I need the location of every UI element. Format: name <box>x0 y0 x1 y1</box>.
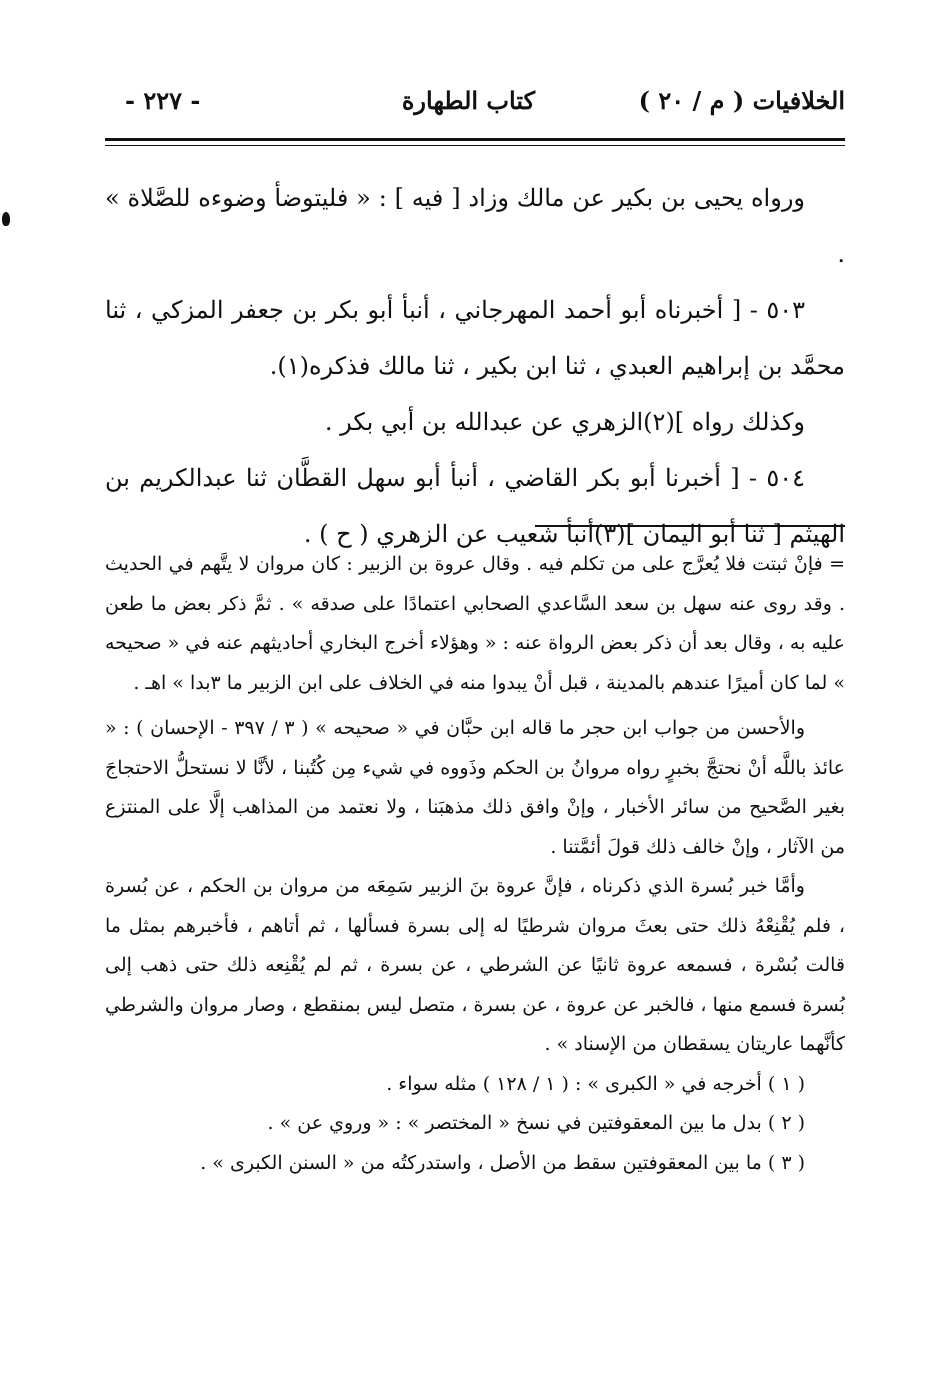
page-header <box>105 80 845 130</box>
footnote-2: ( ٢ ) بدل ما بين المعقوفتين في نسخ « المختصر » : « وروي عن » . <box>267 1112 805 1134</box>
header-double-rule <box>105 138 845 146</box>
footnote-1: ( ١ ) أخرجه في « الكبرى » : ( ١ / ١٢٨ ) مثله سواء . <box>386 1072 805 1095</box>
note-paragraph-busra: وأمَّا خبر بُسرة الذي ذكرناه ، فإنَّ عروة بنَ الزبير سَمِعَه من مروان بن الحكم ، عن بُسرة ، فلم يُقْنِعْهُ ذلك حتى بعثَ مروان شرطيًا له إلى بسرة فسألها ، ثم أتاهم ، فأخبرهم بمثل ما قالت بُسْرة ، فسمعه عروة ثانيًا عن الشرطي ، عن بسرة ، ثم لم يُقْنِعه ذلك حتى ذهب إلى بُسرة فسمع منها ، فالخبر عن عروة ، عن بسرة ، متصل ليس بمنقطع ، وصار مروان والشرطي كأنَّهما عاريتان يسقطان من الإسناد » . <box>105 875 845 1055</box>
main-paragraph-1: ورواه يحيى بن بكير عن مالك وزاد [ فيه ] : « فليتوضأ وضوءه للصَّلاة » . <box>105 184 845 268</box>
footnote-separator <box>535 525 845 527</box>
page-number: - ٢٢٧ - <box>125 86 201 115</box>
main-text <box>105 170 845 562</box>
header-book-title: الخلافيات ( م / ٢٠ ) <box>638 86 845 115</box>
header-chapter-title: كتاب الطهارة <box>401 86 535 115</box>
hadith-503: ٥٠٣ - [ أخبرناه أبو أحمد المهرجاني ، أنبأ أبو بكر بن جعفر المزكي ، ثنا محمَّد بن إبراهيم العبدي ، ثنا ابن بكير ، ثنا مالك فذكره(١). <box>105 296 845 380</box>
footnotes-section <box>105 545 845 1183</box>
note-continuation: = فإنْ ثبتت فلا يُعرَّج على من تكلم فيه . وقال عروة بن الزبير : كان مروان لا يتَّهم في الحديث . وقد روى عنه سهل بن سعد السَّاعدي الصحابي اعتمادًا على صدقه » . ثمَّ ذكر بعض ما طعن عليه به ، وقال بعد أن ذكر بعض الرواة عنه : « وهؤلاء أخرج البخاري أحاديثهم عنه في « صحيحه » لما كان أميرًا عندهم بالمدينة ، قبل أنْ يبدوا منه في الخلاف على ابن الزبير ما ٣بدا » اهـ . <box>105 553 845 694</box>
hadith-504: ٥٠٤ - [ أخبرنا أبو بكر القاضي ، أنبأ أبو سهل القطَّان ثنا عبدالكريم بن الهيثم [ ثنا أبو اليمان ](٣)أنبأ شعيب عن الزهري ( ح ) . <box>105 464 845 548</box>
note-paragraph-ibn-hibban: والأحسن من جواب ابن حجر ما قاله ابن حبَّان في « صحيحه » ( ٣ / ٣٩٧ - الإحسان ) : « عائذ باللَّه أنْ نحتجَّ بخبرٍ رواه مروانُ بن الحكم وذَووه في شيء مِن كُتُبنا ، لأنَّا لا نستحلُّ الاحتجاجَ بغير الصَّحيح من سائر الأخبار ، وإنْ وافق ذلك مذهبَنا ، ولا نعتمد من المذاهب إلَّا على المنتزع من الآثار ، وإنْ خالف ذلك قولَ أئمَّتنا . <box>105 717 845 858</box>
margin-ink-mark <box>2 212 10 226</box>
footnote-3: ( ٣ ) ما بين المعقوفتين سقط من الأصل ، واستدركتُه من « السنن الكبرى » . <box>200 1151 805 1174</box>
main-paragraph-3: وكذلك رواه ](٢)الزهري عن عبدالله بن أبي بكر . <box>324 408 805 436</box>
